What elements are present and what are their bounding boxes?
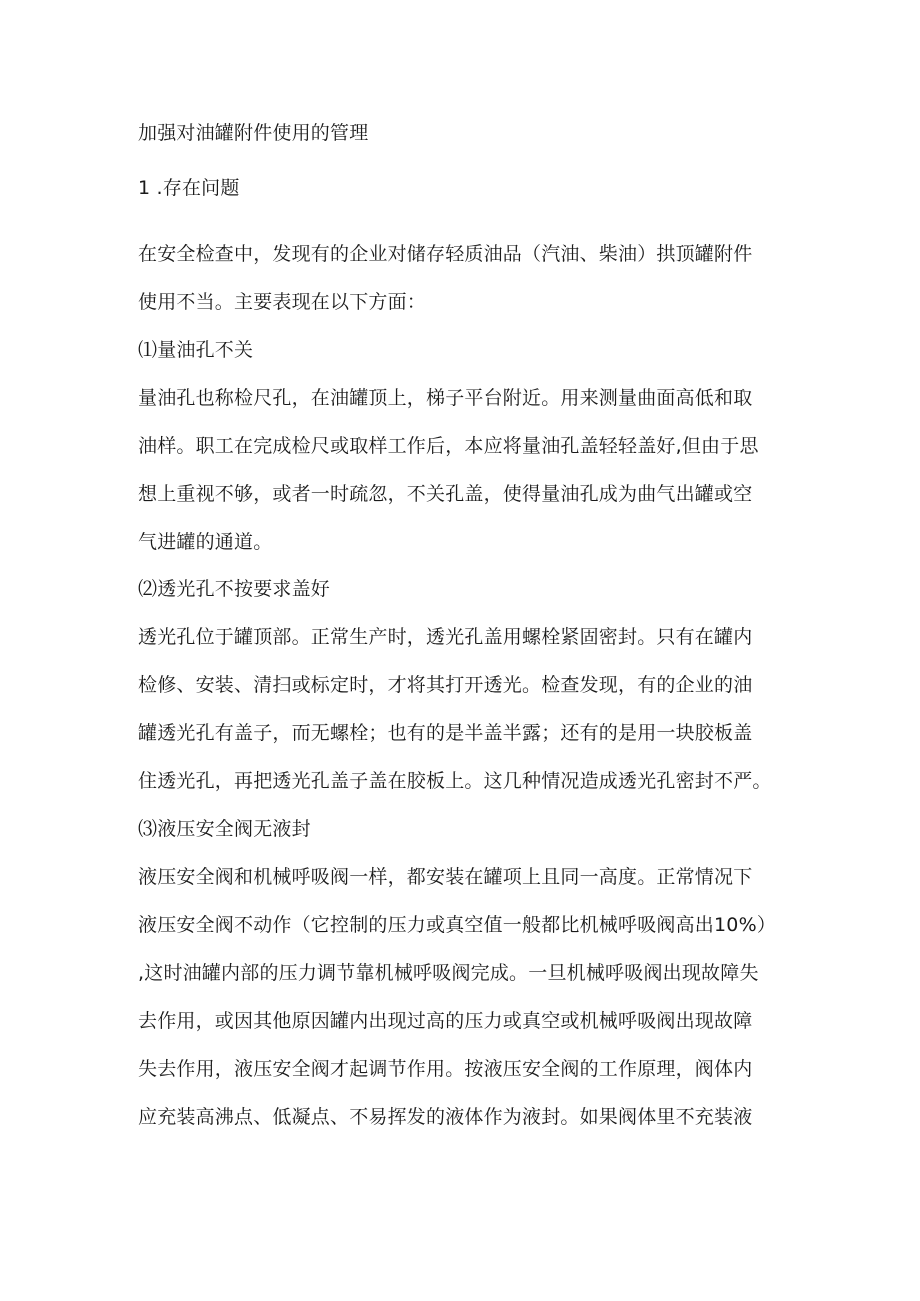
item3-line-1: 液压安全阀和机械呼吸阀一样，都安装在罐项上且同一高度。正常情况下: [138, 866, 753, 888]
item3-line-6: 应充装高沸点、低凝点、不易挥发的液体作为液封。如果阀体里不充装液: [138, 1106, 753, 1128]
item3-line-5: 失去作用，液压安全阀才起调节作用。按液压安全阀的工作原理，阀体内: [138, 1058, 753, 1080]
item3-heading: ⑶液压安全阀无液封: [138, 818, 311, 840]
document-title: 加强对油罐附件使用的管理: [138, 122, 369, 144]
item3-line-3: ,这时油罐内部的压力调节靠机械呼吸阀完成。一旦机械呼吸阀出现故障失: [138, 962, 759, 984]
item2-line-2: 检修、安装、清扫或标定时，才将其打开透光。检查发现，有的企业的油: [138, 674, 753, 696]
item2-line-3: 罐透光孔有盖子，而无螺栓；也有的是半盖半露；还有的是用一块胶板盖: [138, 722, 753, 744]
item1-line-2: 油样。职工在完成检尺或取样工作后，本应将量油孔盖轻轻盖好,但由于思: [138, 435, 759, 457]
item2-line-1: 透光孔位于罐顶部。正常生产时，透光孔盖用螺栓紧固密封。只有在罐内: [138, 626, 753, 648]
item1-line-4: 气进罐的通道。: [138, 531, 273, 553]
item3-line-4: 去作用，或因其他原因罐内出现过高的压力或真空或机械呼吸阀出现故障: [138, 1010, 753, 1032]
item1-heading: ⑴量油孔不关: [138, 339, 254, 361]
item3-line-2: 液压安全阀不动作（它控制的压力或真空值一般都比机械呼吸阀高出10%）: [138, 914, 777, 936]
item1-line-1: 量油孔也称检尺孔，在油罐顶上，梯子平台附近。用来测量曲面高低和取: [138, 387, 753, 409]
item2-heading: ⑵透光孔不按要求盖好: [138, 578, 331, 600]
item1-line-3: 想上重视不够，或者一时疏忽，不关孔盖，使得量油孔成为曲气出罐或空: [138, 483, 753, 505]
section-heading: 1 .存在问题: [138, 177, 240, 199]
intro-line-2: 使用不当。主要表现在以下方面：: [138, 291, 427, 313]
item2-line-4: 住透光孔，再把透光孔盖子盖在胶板上。这几种情况造成透光孔密封不严。: [138, 770, 772, 792]
intro-line-1: 在安全检查中，发现有的企业对储存轻质油品（汽油、柴油）拱顶罐附件: [138, 243, 753, 265]
